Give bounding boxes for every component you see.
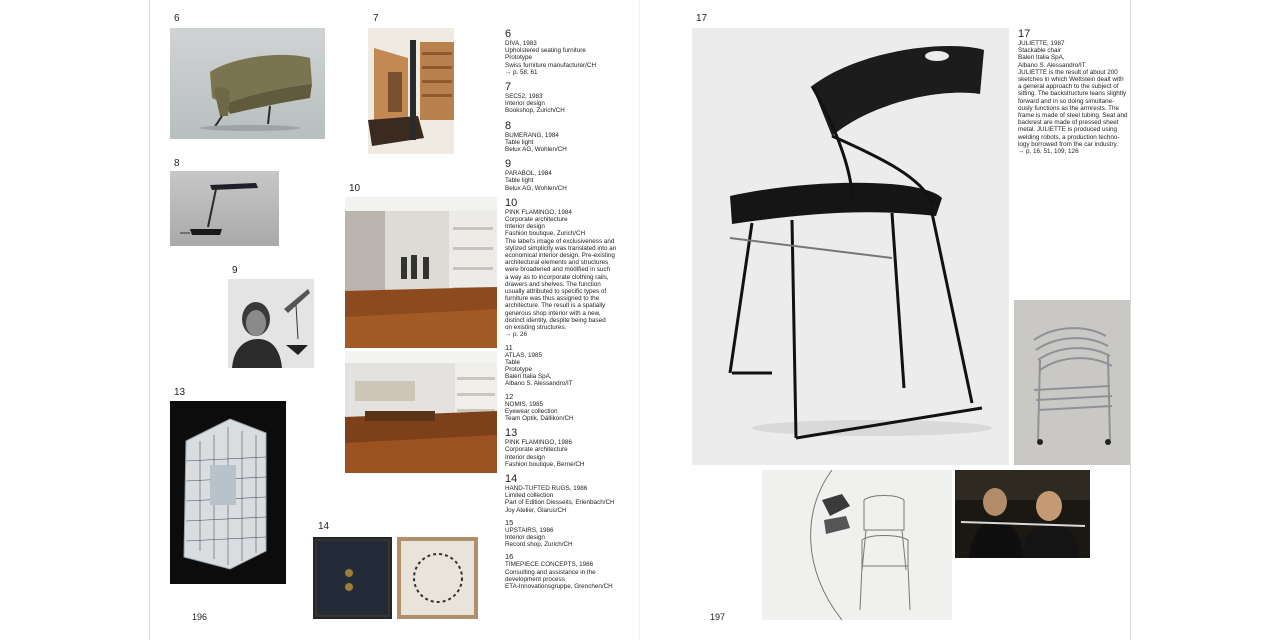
juliette-sketch [762,470,952,620]
juliette-chair-photo [692,28,1009,465]
rug-photo-2 [397,537,478,619]
caption-entry-11: 11 ATLAS, 1985 Table Prototype Baleri Italia SpA, Albano S. Alessandro/IT [505,342,573,388]
parabol-portrait-photo [228,279,314,368]
image-number-14: 14 [318,521,330,532]
caption-entry-10: 10 PINK FLAMINGO, 1984 Corporate architecture Interior design Fashion boutique, Zurich/CH The label's image of exclusiveness and stylized simplicity was translated into an economical interior design. Pre-existing architectural elements and structures were broadened and modified in such a way as to incorporate clothing rails, drawers and shelves. The function usually attributed to specific types of furniture was thus assigned to the architecture. The result is a spatially generous shop interior with a new, distinct identity, despite being based on existing structures. → p. 26 [505,196,617,339]
diva-sofa-photo [170,28,325,139]
captions-column-left [505,28,633,595]
caption-entry-12: 12 NOMIS, 1985 Eyewear collection Team Optik, Dällikon/CH [505,391,574,422]
bumerang-light-photo [170,171,279,246]
caption-entry-14: 14 HAND-TUFTED RUGS, 1986 Limited collection Part of Edition Diesseits, Erlenbach/CH Joy Atelier, Glarus/CH [505,472,615,514]
image-number-7: 7 [373,13,379,24]
designers-portrait-photo [955,470,1090,558]
pink-flamingo-berne-drawing [170,401,286,584]
image-number-6: 6 [174,13,180,24]
page-number-right: 197 [710,612,726,622]
image-number-8: 8 [174,158,180,169]
image-number-17: 17 [696,13,708,24]
caption-entry-8: 8 BUMERANG, 1984 Table light Belux AG, Wohlen/CH [505,119,567,154]
sec52-bookshop-photo [368,28,454,154]
caption-entry-15: 15 UPSTAIRS, 1986 Interior design Record shop, Zurich/CH [505,517,573,549]
image-number-9: 9 [232,265,238,276]
caption-entry-17: 17 JULIETTE, 1987 Stackable chair Baleri Italia SpA, Albano S. Alessandro/IT JULIETTE is the result of about 200 sketches in which Wettstein dealt with a general approach to the subject of sitting. The backstructure leans slightly forward and in so doing simultane- ously functions as the armrests. The frame is made of steel tubing. Seat and backrest are made of pressed sheet metal. JULIETTE is produced using welding robots, a production techno- logy borrowed from the car industry. → p. 16, 51, 109, 126 [1018,28,1128,156]
right-page-edge [1130,0,1131,640]
spread-gutter [639,0,640,640]
image-number-13: 13 [174,387,186,398]
caption-entry-7: 7 SEC52, 1983 Interior design Bookshop, Zurich/CH [505,81,565,115]
caption-entry-13: 13 PINK FLAMINGO, 1986 Corporate architecture Interior design Fashion boutique, Berne/CH [505,427,585,468]
left-page-edge [149,0,150,640]
caption-entry-16: 16 TIMEPIECE CONCEPTS, 1986 Consulting and assistance in the development process ETA-Innovationsgruppe, Grenchen/CH [505,552,613,590]
image-number-10: 10 [349,183,361,194]
pink-flamingo-zurich-photo-2 [345,351,497,473]
juliette-stack-photo [1014,300,1130,465]
rug-photo-1 [313,537,392,619]
caption-entry-6: 6 DIVA, 1983 Upholstered seating furniture Prototype Swiss furniture manufacturer/CH → p. 58, 61 [505,28,596,76]
caption-entry-9: 9 PARABOL, 1984 Table light Belux AG, Wohlen/CH [505,158,567,192]
pink-flamingo-zurich-photo-1 [345,197,497,348]
page-number-left: 196 [192,612,208,622]
